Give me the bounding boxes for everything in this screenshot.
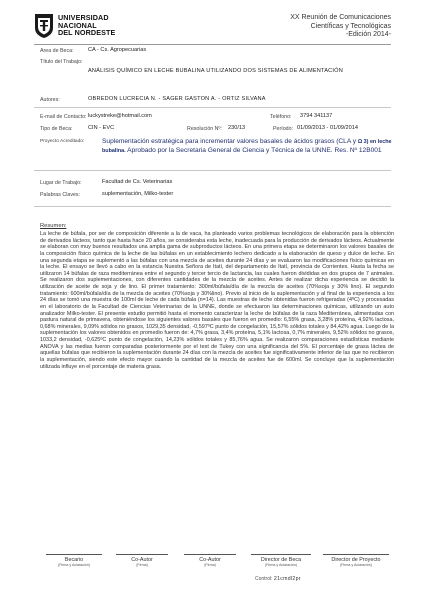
divider-authors (34, 107, 391, 108)
email-label: E-mail de Contacto: (40, 114, 87, 120)
lugar-label: Lugar de Trabajo: (40, 180, 82, 186)
resumen-title: Resumen: (40, 223, 67, 229)
control-code (255, 576, 301, 582)
signature-title: Director de Beca (260, 557, 302, 563)
signature-coautor-2 (180, 554, 240, 567)
periodo-label: Período: (273, 126, 294, 132)
email-value: luckystreke@hotmail.com (88, 113, 152, 119)
area-value: CA - Cs. Agropecuarias (88, 47, 147, 53)
event-line-2: Científicas y Tecnológicas (310, 22, 391, 30)
autores-value: OBREDON LUCRECIA N. - SAGER GASTON A. - ORTIZ SILVANA (88, 96, 266, 102)
resolucion-value: 230/13 (228, 125, 246, 131)
control-value: 21cmdl2pr (273, 576, 301, 582)
signature-title: Director de Proyecto (331, 557, 381, 563)
proyecto-text-1: Suplementación estratégica para incrementar valores basales de ácidos grasos (CLA y (102, 138, 358, 145)
resumen-body: La leche de búfala, por ser de composición diferente a la de vaca, ha planteado varios problemas tecnológicos de elaboración para la obtención de derivados lácteos, tanto que hasta hace 20 años, se consideraba esta leche, inadecuada para la producción de derivados lácteos. Actualmente se elaboran con muy buenos resultados una amplia gama de subproductos lácteos. En una primera etapa se determinaron los valores basales de la composición físico química de la leche de las búfalas en un establecimiento lechero dedicado a la elaboración de queso y dulce de leche. En una segunda etapa se suplementó a las búfalas con una mezcla de aceites durante 24 días y se evaluaron las modificaciones físico químicas en la leche. El ensayo se llevó a cabo en la estancia Nuestra Señora de Itatí, del departamento de Itatí, provincia de Corrientes. Hasta la fecha se utilizaron 14 búfalas de raza mediterránea entre el segundo y tercer tercio de lactancia, las cuales fueron divididas en dos grupos de 7 animales. Se realizaron dos suplementaciones, con diferentes cantidades de la mezcla de aceites. Antes de realizar dicha experiencia se decidió la utilización de aceite de soja y de lino. El primer tratamiento: 300ml/búfala/día de la mezcla de aceites (70%soja y 30% lino). El segundo tratamiento: 600ml/búfala/día de la mezcla de aceites (70%soja y 30%lino). Previo al inicio de la suplementación y al final de la experiencia a los 24 días se tomó una muestra de 100ml de leche de cada búfala (n=14). Las muestras de leche obtenidas fueron refrigeradas (4ºC) y procesadas en el laboratorio de la Facultad de Ciencias Veterinarias de la UNNE, donde se efectuaron las determinaciones químicas, utilizando un auto analizador Milko-tester. El presente estudio permitió hasta el momento caracterizar la leche de búfalas de la raza Mediterránea, alimentadas con pastura natural de primavera, obteniéndose los siguientes valores basales que fueron en promedio: 6,55% grasa, 3,28% proteína, 4,92% lactosa, 0,68% minerales, 9,09% sólidos no grasos, 1029,35 densidad, -0,597ºC punto de congelación, 15,57% sólidos totales y 84,42% agua. Luego de la suplementación los valores obtenidos en promedio fueron de: 4,7% grasa, 3,4% proteína, 5,1% lactosa, 0,7% minerales, 9,52% sólidos no grasos, 1033,2 densidad, -0,625ºC punto de congelación, 14,23% sólidos totales y 85,76% agua. Se realizaron comparaciones estadísticas mediante ANOVA y las medias fueron comparadas posteriormente por el test de Tukey con una significancia del 5%. El porcentaje de grasa láctea de aquellas búfalas que recibieron la suplementación durante 24 días con la mezcla de aceites fue significativamente inferior de las que no recibieron la suplementación, siendo este efecto mayor cuando la cantidad de la mezcla de aceites fue de 600ml. Se concluye que la suplementación utilizada influye en el porcentaje de materia grasa. (40, 231, 394, 370)
signature-line (323, 554, 389, 555)
titulo-label: Título del Trabajo: (40, 59, 83, 65)
tipo-value: CIN - EVC (88, 125, 115, 131)
proyecto-value (102, 138, 402, 155)
signature-line (116, 554, 168, 555)
event-edition: -Edición 2014- (345, 31, 391, 39)
university-line-2: NACIONAL (58, 20, 97, 30)
signature-title: Co-Autor (199, 557, 221, 563)
palabras-value: suplementación, Milko-tester (102, 191, 174, 197)
signature-hint: (Firma y Aclaración) (58, 563, 90, 567)
divider-keywords (34, 206, 391, 207)
proyecto-text-bold: Ω 3) en leche bubalina. (102, 139, 392, 154)
proyecto-label: Proyecto Acreditado: (40, 139, 85, 144)
signature-coautor-1 (112, 554, 172, 567)
signature-becario (44, 554, 104, 567)
area-label: Area de Beca: (40, 48, 74, 54)
palabras-label: Palabras Claves: (40, 192, 81, 198)
university-logo (34, 13, 124, 41)
signature-hint: (Firma) (136, 563, 148, 567)
telefono-label: Teléfono: (270, 114, 292, 120)
university-line-3: DEL NORDESTE (58, 28, 116, 38)
signature-title: Becario (64, 557, 84, 563)
university-name (58, 14, 115, 37)
telefono-value: 3794 341137 (300, 113, 333, 119)
university-line-1: UNIVERSIDAD (58, 13, 109, 22)
header-divider (34, 44, 391, 45)
proyecto-text-2: Aprobado por la Secretaria General de Ciencia y Técnica de la UNNE. Res. Nº 12B001 (125, 146, 382, 154)
signature-director-proyecto (320, 554, 392, 567)
titulo-value: ANÁLISIS QUÍMICO EN LECHE BUBALINA UTILIZANDO DOS SISTEMAS DE ALIMENTACIÓN (88, 68, 343, 74)
divider-project (34, 170, 391, 171)
signature-director-beca (248, 554, 314, 567)
signature-line (46, 554, 102, 555)
signature-title: Co-Autor (131, 557, 153, 563)
signature-hint: (Firma y Aclaración) (340, 563, 372, 567)
signature-line (251, 554, 311, 555)
signature-line (184, 554, 236, 555)
unne-seal-icon (34, 13, 54, 39)
autores-label: Autores: (40, 97, 60, 103)
resolucion-label: Resolución Nº: (187, 126, 222, 132)
lugar-value: Facultad de Cs. Veterinarias (102, 179, 173, 185)
tipo-label: Tipo de Beca: (40, 126, 73, 132)
signature-hint: (Firma) (204, 563, 216, 567)
signature-hint: (Firma y Aclaración) (265, 563, 297, 567)
periodo-value: 01/09/2013 - 01/09/2014 (297, 125, 358, 131)
control-label: Control: (255, 576, 273, 582)
event-line-1: XX Reunión de Comunicaciones (290, 14, 391, 21)
event-title (290, 14, 391, 40)
